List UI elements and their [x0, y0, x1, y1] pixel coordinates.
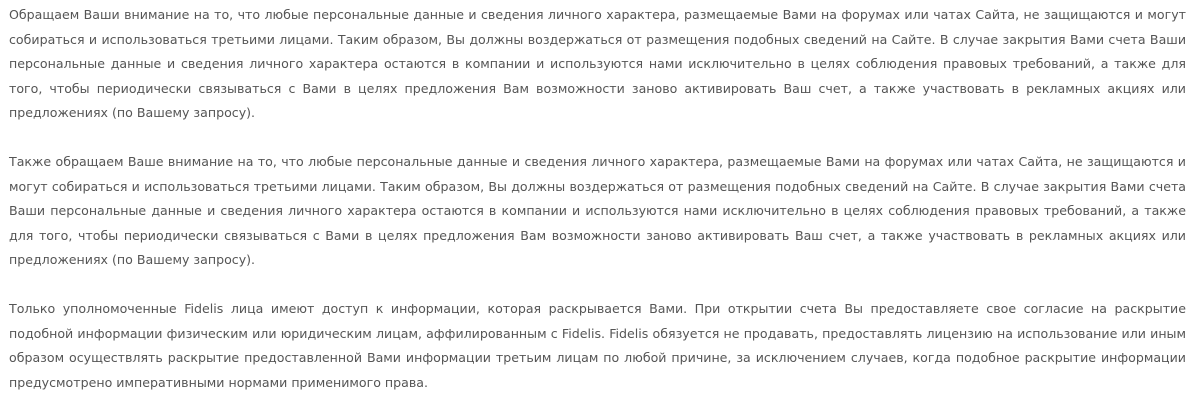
paragraph-forum-data-notice: Обращаем Ваши внимание на то, что любые персональные данные и сведения личного характера, размещаемые Вами на форумах или чатах Сайта, не защищаются и могут собираться и использоваться третьими лицами. Таким образом, Вы должны воздержаться от размещения подобных сведений на Сайте. В случае закрытия Вами счета Ваши персональные данные и сведения личного характера остаются в компании и используются нами исключительно в целях соблюдения правовых требований, а также для того, чтобы периодически связываться с Вами в целях предложения Вам возможности заново активировать Ваш счет, а также участвовать в рекламных акциях или предложениях (по Вашему запросу). — [9, 7, 1186, 120]
paragraph-authorized-access: Только уполномоченные Fidelis лица имеют доступ к информации, которая раскрывается Вами. При открытии счета Вы предоставляете свое согласие на раскрытие подобной информации физическим или юридическим лицам, аффилированным с Fidelis. Fidelis обязуется не продавать, предоставлять лицензию на использование или иным образом осуществлять раскрытие предоставленной Вами информации третьим лицам по любой причине, за исключением случаев, когда подобное раскрытие информации предусмотрено императивными нормами применимого права. — [9, 301, 1186, 390]
paragraph-forum-data-notice-repeat: Также обращаем Ваше внимание на то, что любые персональные данные и сведения личного характера, размещаемые Вами на форумах или чатах Сайта, не защищаются и могут собираться и использоваться третьими лицами. Таким образом, Вы должны воздержаться от размещения подобных сведений на Сайте. В случае закрытия Вами счета Ваши персональные данные и сведения личного характера остаются в компании и используются нами исключительно в целях соблюдения правовых требований, а также для того, чтобы периодически связываться с Вами в целях предложения Вам возможности заново активировать Ваш счет, а также участвовать в рекламных акциях или предложениях (по Вашему запросу). — [9, 154, 1186, 267]
privacy-policy-text — [9, 3, 1186, 395]
